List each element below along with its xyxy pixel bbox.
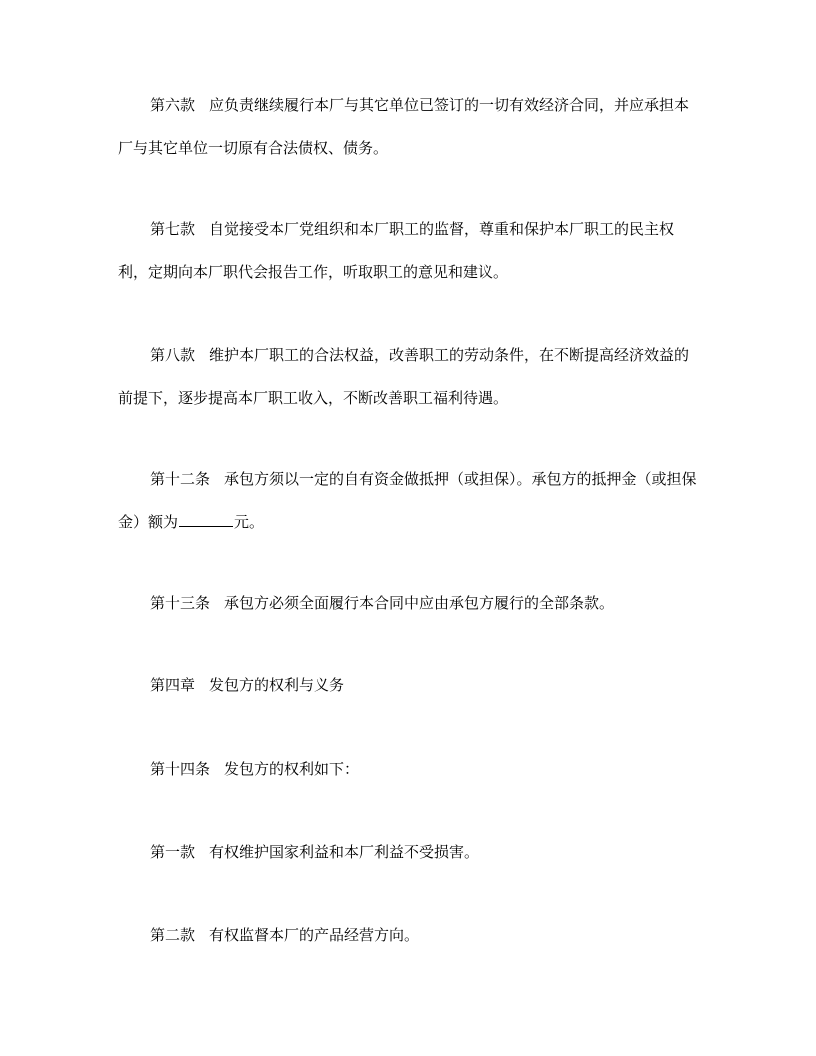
article-label: 第十三条 [150, 594, 211, 612]
chapter-title: 发包方的权利与义务 [209, 676, 345, 694]
article-text-before: 承包方须以一定的自有资金做抵押（或担保）。承包方的抵押金（或担保金）额为 [118, 470, 697, 531]
clause-6 [118, 84, 698, 170]
clause-label: 第一款 [150, 843, 196, 861]
article-label: 第十四条 [150, 760, 211, 778]
chapter-label: 第四章 [150, 676, 196, 694]
article-text-after: 元。 [234, 513, 265, 531]
clause-label: 第六款 [150, 96, 196, 114]
article-label: 第十二条 [150, 470, 211, 488]
clause-text: 维护本厂职工的合法权益，改善职工的劳动条件，在不断提高经济效益的前提下，逐步提高本厂职工收入，不断改善职工福利待遇。 [118, 346, 690, 407]
article-14 [118, 748, 698, 791]
article-12 [118, 458, 698, 544]
deposit-amount-blank [179, 512, 233, 527]
clause-text: 自觉接受本厂党组织和本厂职工的监督，尊重和保护本厂职工的民主权利，定期向本厂职代会报告工作，听取职工的意见和建议。 [118, 220, 675, 281]
clause-7 [118, 208, 698, 294]
clause-label: 第七款 [150, 220, 196, 238]
clause-text: 应负责继续履行本厂与其它单位已签订的一切有效经济合同，并应承担本厂与其它单位一切原有合法债权、债务。 [118, 96, 690, 157]
clause-text: 有权监督本厂的产品经营方向。 [209, 926, 420, 944]
article-text: 承包方必须全面履行本合同中应由承包方履行的全部条款。 [224, 594, 615, 612]
clause-8 [118, 334, 698, 420]
clause-2 [118, 914, 698, 957]
article-text: 发包方的权利如下： [224, 760, 360, 778]
clause-label: 第八款 [150, 346, 196, 364]
article-13 [118, 582, 698, 625]
chapter-4-heading [118, 664, 698, 707]
clause-label: 第二款 [150, 926, 196, 944]
clause-text: 有权维护国家利益和本厂利益不受损害。 [209, 843, 480, 861]
clause-1 [118, 831, 698, 874]
